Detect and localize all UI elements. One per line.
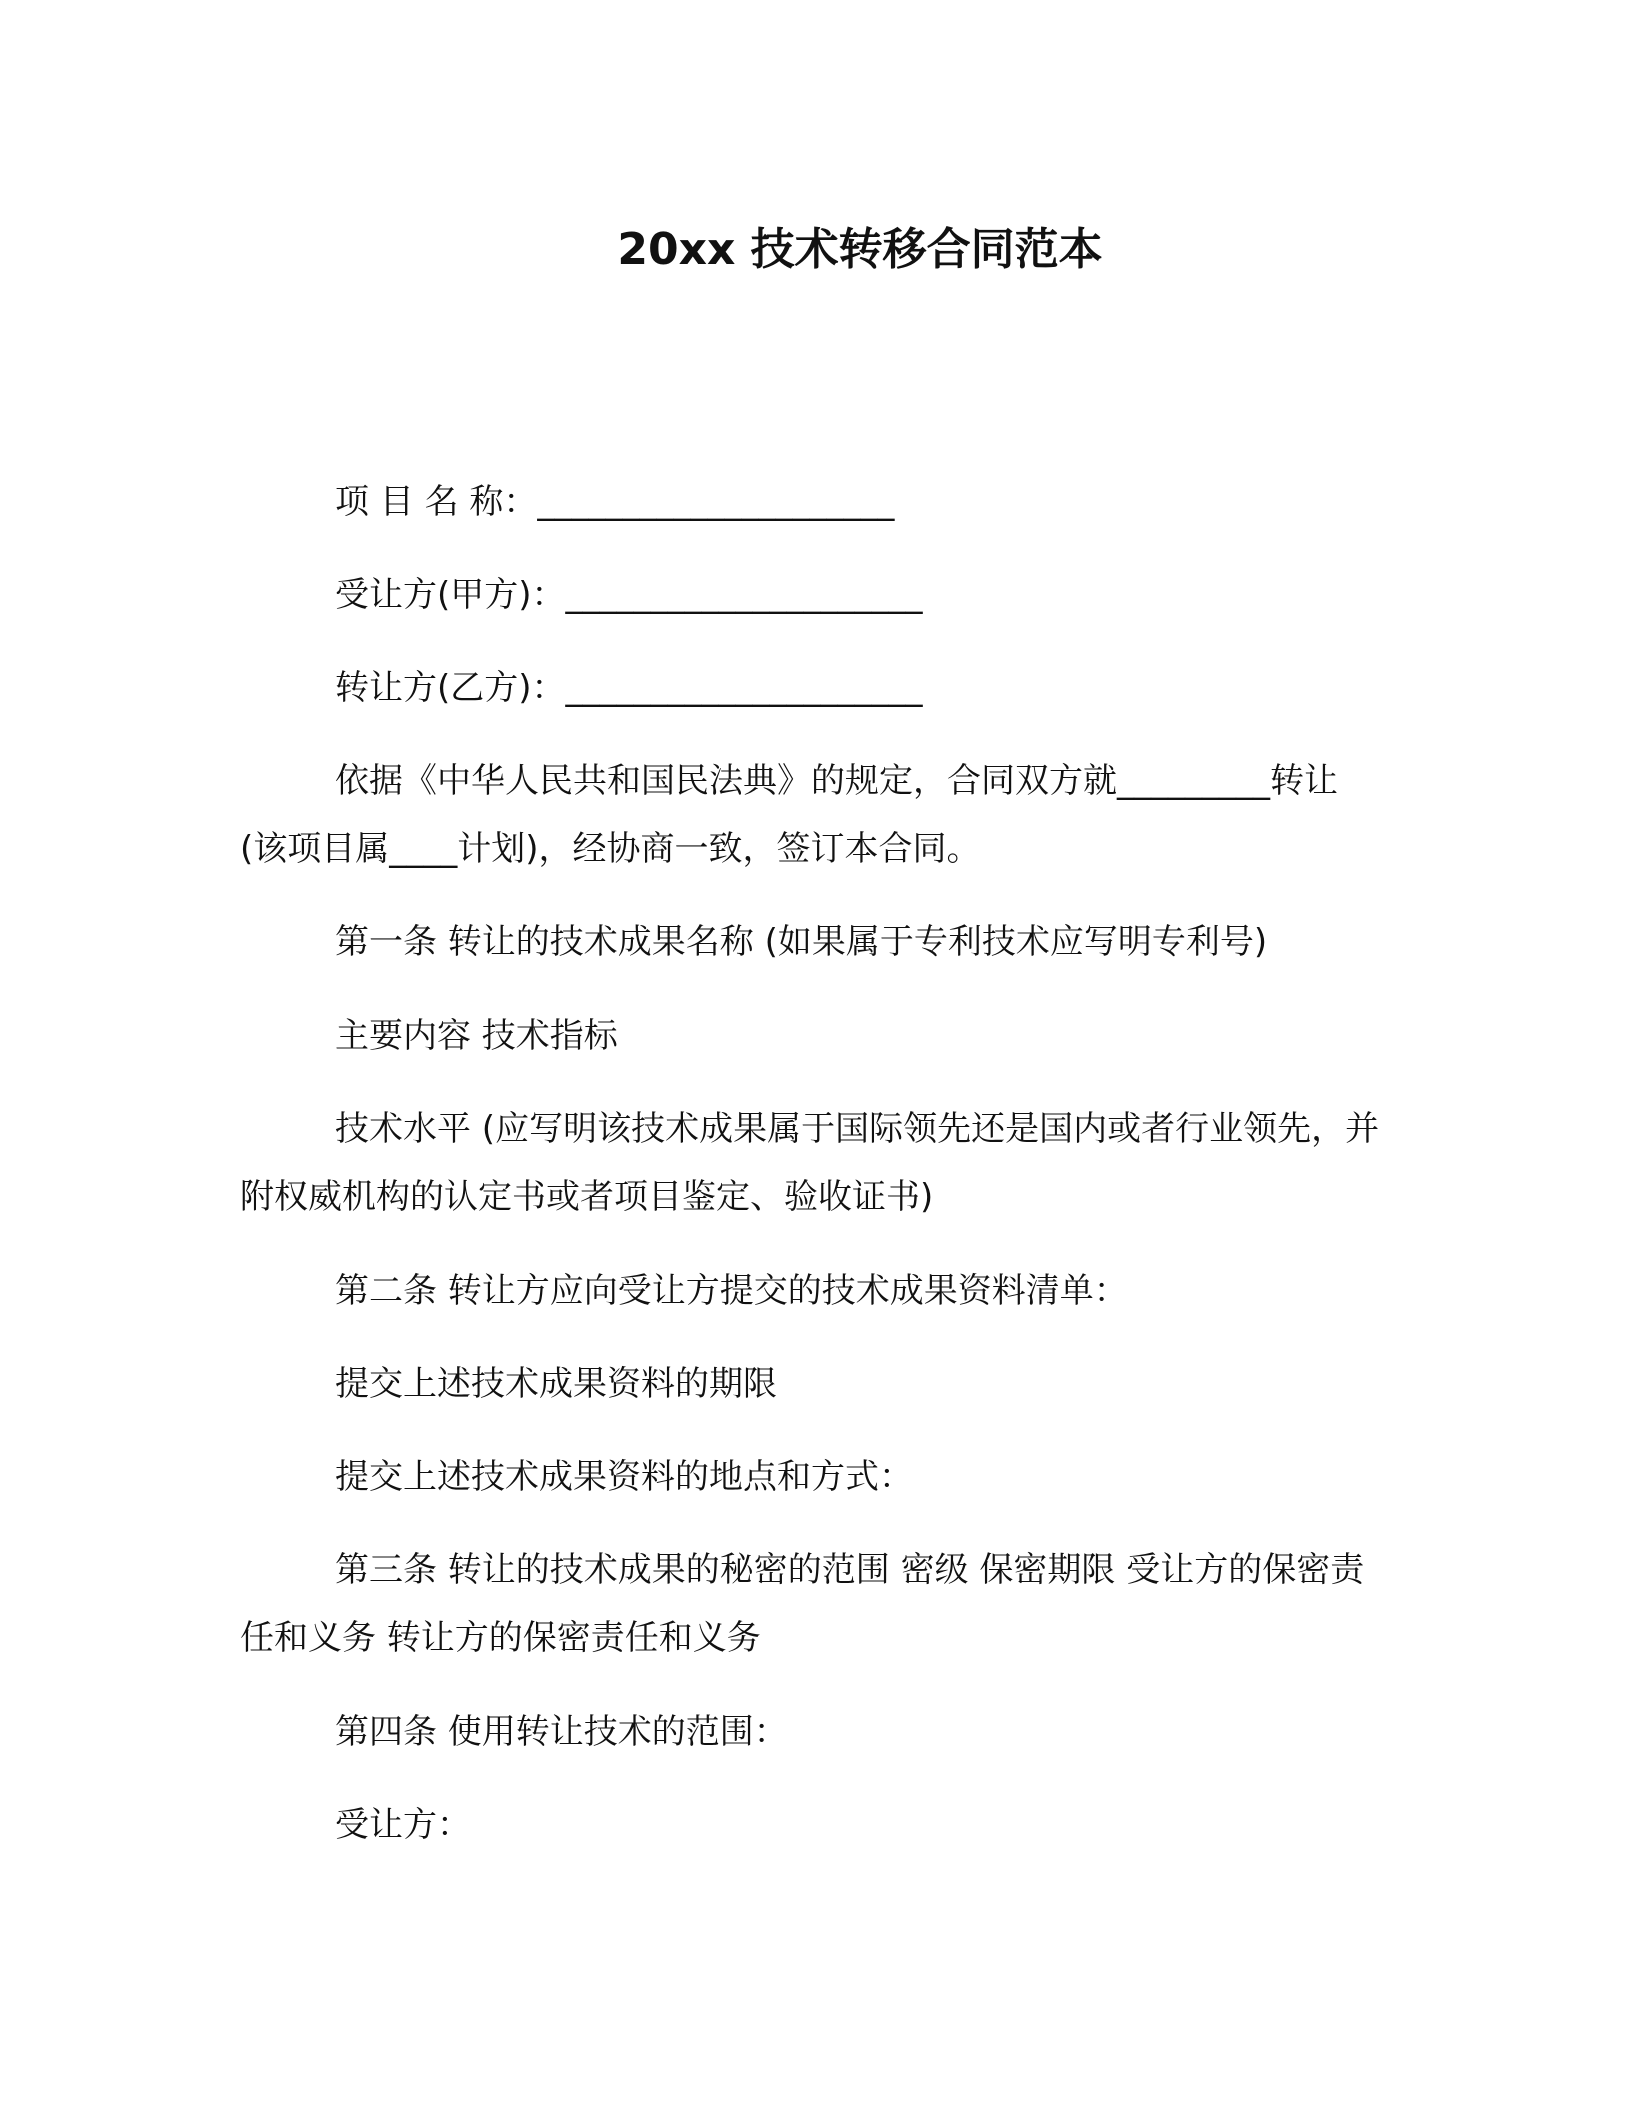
- paragraph-main-content: 主要内容 技术指标: [335, 1016, 618, 1056]
- paragraph-article-3: 第三条 转让的技术成果的秘密的范围 密级 保密期限 受让方的保密责任和义务 转让方的保密责任和义务: [240, 1550, 1365, 1658]
- paragraph-article-1: 第一条 转让的技术成果名称 (如果属于专利技术应写明专利号): [335, 922, 1268, 962]
- paragraph-preamble: 依据《中华人民共和国民法典》的规定，合同双方就_________转让(该项目属____计划)，经协商一致，签订本合同。: [240, 761, 1338, 869]
- field-assignee: 受让方(甲方)：_____________________: [335, 575, 923, 615]
- field-assignor: 转让方(乙方)：_____________________: [335, 668, 923, 708]
- paragraph-deadline: 提交上述技术成果资料的期限: [335, 1364, 777, 1404]
- paragraph-article-4: 第四条 使用转让技术的范围：: [335, 1712, 788, 1752]
- document-title: 20xx 技术转移合同范本: [617, 224, 1103, 275]
- paragraph-place-method: 提交上述技术成果资料的地点和方式：: [335, 1457, 913, 1497]
- paragraph-assignee-label: 受让方：: [335, 1805, 471, 1845]
- paragraph-tech-level: 技术水平 (应写明该技术成果属于国际领先还是国内或者行业领先，并附权威机构的认定书或者项目鉴定、验收证书): [240, 1109, 1380, 1217]
- paragraph-article-2: 第二条 转让方应向受让方提交的技术成果资料清单：: [335, 1271, 1128, 1311]
- field-project-name: 项 目 名 称：_____________________: [335, 482, 895, 522]
